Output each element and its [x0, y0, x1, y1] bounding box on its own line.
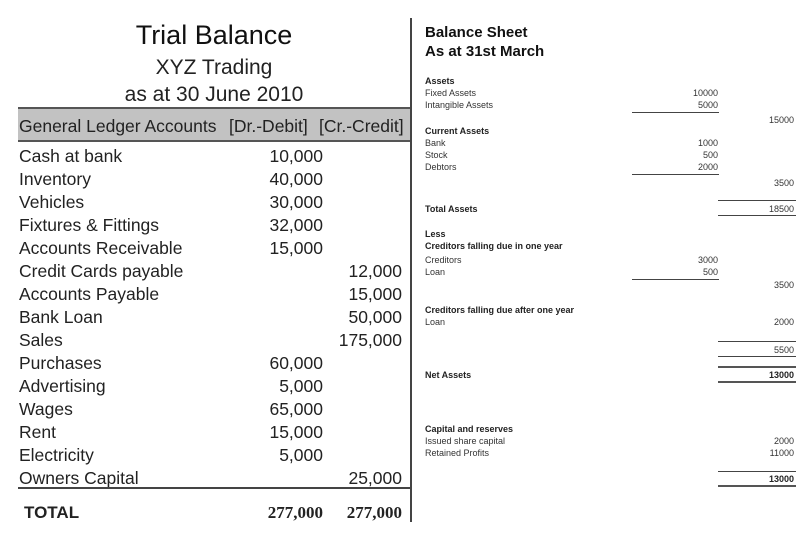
account-name: Accounts Receivable: [19, 238, 183, 258]
fixed-assets-value: 10000: [692, 88, 718, 98]
loan-value: 500: [702, 267, 718, 277]
table-row: [18, 352, 410, 375]
debit-value: 60,000: [269, 353, 323, 373]
column-header-debit: [Dr.-Debit]: [229, 116, 308, 136]
account-name: Credit Cards payable: [19, 261, 184, 281]
double-underline: [718, 485, 796, 487]
debit-value: 30,000: [269, 192, 323, 212]
current-assets-subtotal: 3500: [773, 178, 794, 188]
company-name: XYZ Trading: [155, 56, 273, 79]
table-row: [18, 398, 410, 421]
creditors-after-year-heading: Creditors falling due after one year: [425, 305, 575, 315]
credit-value: 175,000: [338, 330, 402, 350]
trial-balance-date: as at 30 June 2010: [124, 83, 304, 106]
debit-value: 15,000: [269, 422, 323, 442]
credit-value: 15,000: [348, 284, 402, 304]
within-year-subtotal: 3500: [773, 280, 794, 290]
trial-balance-rows: [18, 145, 410, 490]
account-name: Wages: [19, 399, 73, 419]
account-name: Owners Capital: [19, 468, 139, 488]
intangible-assets-value: 5000: [697, 100, 718, 110]
underline: [632, 174, 719, 175]
table-row: [18, 329, 410, 352]
long-term-loan-value: 2000: [773, 317, 794, 327]
total-debit: 277,000: [267, 503, 323, 522]
total-row: [18, 503, 410, 527]
total-assets-label: Total Assets: [425, 204, 478, 214]
stock-value: 500: [702, 150, 718, 160]
account-name: Advertising: [19, 376, 106, 396]
intangible-assets-label: Intangible Assets: [425, 100, 494, 110]
underline: [632, 279, 719, 280]
credit-value: 25,000: [348, 468, 402, 488]
fixed-assets-label: Fixed Assets: [425, 88, 477, 98]
table-row: [18, 145, 410, 168]
table-header: [18, 107, 410, 142]
less-heading: Less: [425, 229, 446, 239]
debit-value: 10,000: [269, 146, 323, 166]
creditors-value: 3000: [697, 255, 718, 265]
debit-value: 5,000: [279, 445, 323, 465]
trial-balance-title: Trial Balance: [135, 20, 293, 50]
total-divider: [18, 487, 410, 489]
bank-value: 1000: [697, 138, 718, 148]
account-name: Rent: [19, 422, 56, 442]
debtors-label: Debtors: [425, 162, 457, 172]
table-row: [18, 237, 410, 260]
account-name: Electricity: [19, 445, 94, 465]
table-row: [18, 306, 410, 329]
assets-heading: Assets: [425, 76, 455, 86]
fixed-assets-subtotal: 15000: [768, 115, 794, 125]
account-name: Accounts Payable: [19, 284, 160, 304]
overline: [718, 200, 796, 201]
balance-sheet-title: Balance Sheet: [425, 24, 528, 41]
overline: [718, 341, 796, 342]
total-label: TOTAL: [24, 503, 80, 522]
account-name: Fixtures & Fittings: [19, 215, 160, 235]
total-liabilities-value: 5500: [773, 345, 794, 355]
balance-sheet-date: As at 31st March: [425, 43, 545, 60]
column-header-account: General Ledger Accounts: [19, 116, 217, 136]
debit-value: 40,000: [269, 169, 323, 189]
credit-value: 50,000: [348, 307, 402, 327]
total-credit: 277,000: [346, 503, 402, 522]
account-name: Sales: [19, 330, 63, 350]
table-row: [18, 283, 410, 306]
debit-value: 32,000: [269, 215, 323, 235]
account-name: Purchases: [19, 353, 102, 373]
debtors-value: 2000: [697, 162, 718, 172]
creditors-label: Creditors: [425, 255, 462, 265]
stock-label: Stock: [425, 150, 448, 160]
credit-value: 12,000: [348, 261, 402, 281]
net-assets-label: Net Assets: [425, 370, 472, 380]
account-name: Inventory: [19, 169, 91, 189]
issued-share-capital-label: Issued share capital: [425, 436, 506, 446]
net-assets-value: 13000: [768, 370, 794, 380]
bank-label: Bank: [425, 138, 446, 148]
issued-share-capital-value: 2000: [773, 436, 794, 446]
overline: [718, 366, 796, 368]
capital-reserves-heading: Capital and reserves: [425, 424, 514, 434]
creditors-within-year-heading: Creditors falling due in one year: [425, 241, 563, 251]
loan-label: Loan: [425, 267, 446, 277]
account-name: Cash at bank: [19, 146, 123, 166]
current-assets-heading: Current Assets: [425, 126, 490, 136]
table-row: [18, 444, 410, 467]
table-row: [18, 191, 410, 214]
underline: [718, 215, 796, 216]
capital-total-value: 13000: [768, 474, 794, 484]
double-underline: [718, 381, 796, 383]
column-header-credit: [Cr.-Credit]: [319, 116, 404, 136]
table-row: [18, 168, 410, 191]
debit-value: 5,000: [279, 376, 323, 396]
long-term-loan-label: Loan: [425, 317, 446, 327]
underline: [632, 112, 719, 113]
debit-value: 65,000: [269, 399, 323, 419]
overline: [718, 471, 796, 472]
account-name: Bank Loan: [19, 307, 103, 327]
balance-sheet-panel: [412, 0, 800, 533]
table-row: [18, 214, 410, 237]
table-row: [18, 421, 410, 444]
retained-profits-label: Retained Profits: [425, 448, 490, 458]
total-assets-value: 18500: [768, 204, 794, 214]
underline: [718, 356, 796, 357]
table-row: [18, 375, 410, 398]
account-name: Vehicles: [19, 192, 85, 212]
debit-value: 15,000: [269, 238, 323, 258]
retained-profits-value: 11000: [769, 448, 794, 458]
table-row: [18, 260, 410, 283]
